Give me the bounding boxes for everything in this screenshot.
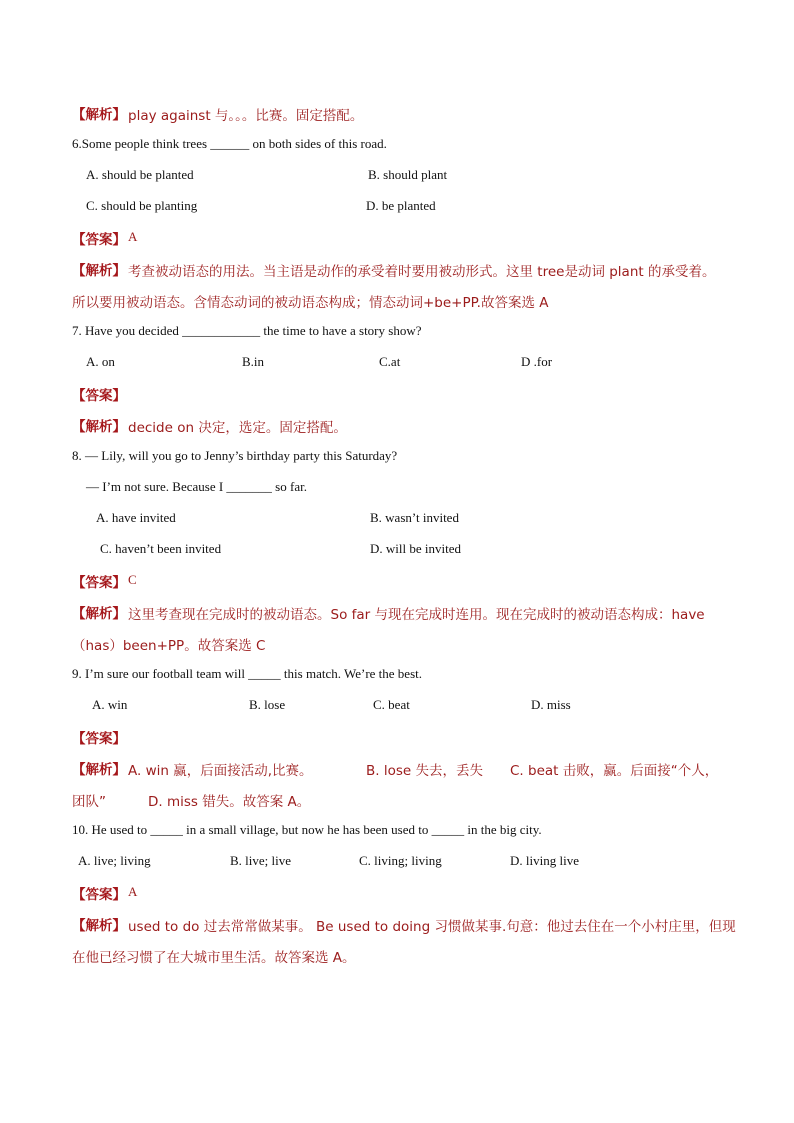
q7-option-b: B.in [242,354,265,369]
q9-option-b: B. lose [249,697,286,712]
q10-option-a: A. live; living [78,853,151,868]
analysis-label: 【解析】 [72,107,126,123]
q8-option-d: D. will be invited [370,541,461,556]
answer-label: 【答案】 [72,232,126,248]
q8-option-c: C. haven’t been invited [100,541,222,556]
q8-analysis-line2: （has）been+PP。故答案选 C [72,638,266,654]
q6-analysis-line1: 考查被动语态的用法。当主语是动作的承受着时要用被动形式。这里 tree是动词 plant 的承受着。 [128,264,716,280]
q10-option-d: D. living live [510,853,579,868]
analysis-label: 【解析】 [72,606,126,622]
question-8: 8. — Lily, will you go to Jenny’s birthday party this Saturday? [72,448,398,463]
q9-option-c: C. beat [373,697,410,712]
q8-analysis-line1: 这里考查现在完成时的被动语态。So far 与现在完成时连用。现在完成时的被动语态构成：have [128,607,705,623]
q9-analysis-a: A. win 赢，后面接活动,比赛。 [128,763,313,779]
q10-option-c: C. living; living [359,853,442,868]
q10-answer: A [128,884,138,899]
answer-label: 【答案】 [72,887,126,903]
q10-analysis-line1: used to do 过去常常做某事。 Be used to doing 习惯做某事.句意：他过去住在一个小村庄里，但现 [128,919,736,935]
analysis-label: 【解析】 [72,419,126,435]
analysis-label: 【解析】 [72,263,126,279]
answer-label: 【答案】 [72,388,126,404]
q8-option-a: A. have invited [96,510,176,525]
q8-answer: C [128,572,137,587]
q9-analysis-b: B. lose 失去，丢失 [366,763,483,779]
answer-label: 【答案】 [72,731,126,747]
answer-label: 【答案】 [72,575,126,591]
q9-analysis-c: C. beat 击败，赢。后面接“个人， [510,763,719,779]
q6-option-d: D. be planted [366,198,436,213]
analysis-label: 【解析】 [72,762,126,778]
q6-option-c: C. should be planting [86,198,198,213]
question-10: 10. He used to _____ in a small village, but now he has been used to _____ in the big city. [72,822,542,837]
question-8-reply: — I’m not sure. Because I _______ so far. [86,479,307,494]
q9-option-a: A. win [92,697,128,712]
q10-option-b: B. live; live [230,853,292,868]
analysis-text: play against 与。。。比赛。固定搭配。 [128,108,364,124]
q6-answer: A [128,229,138,244]
q9-analysis-d: 团队” [72,794,106,810]
q6-analysis-line2: 所以要用被动语态。含情态动词的被动语态构成；情态动词+be+PP.故答案选 A [72,295,549,311]
q7-analysis: decide on 决定，选定。固定搭配。 [128,420,347,436]
q7-option-d: D .for [521,354,553,369]
q6-option-b: B. should plant [368,167,448,182]
question-6: 6.Some people think trees ______ on both sides of this road. [72,136,387,151]
q8-option-b: B. wasn’t invited [370,510,459,525]
analysis-label: 【解析】 [72,918,126,934]
q7-option-c: C.at [379,354,401,369]
question-7: 7. Have you decided ____________ the time to have a story show? [72,323,422,338]
q9-analysis-e: D. miss 错失。故答案 A。 [148,794,311,810]
q7-option-a: A. on [86,354,115,369]
q10-analysis-line2: 在他已经习惯了在大城市里生活。故答案选 A。 [72,950,356,966]
question-9: 9. I’m sure our football team will _____ this match. We’re the best. [72,666,422,681]
q9-option-d: D. miss [531,697,571,712]
q6-option-a: A. should be planted [86,167,194,182]
